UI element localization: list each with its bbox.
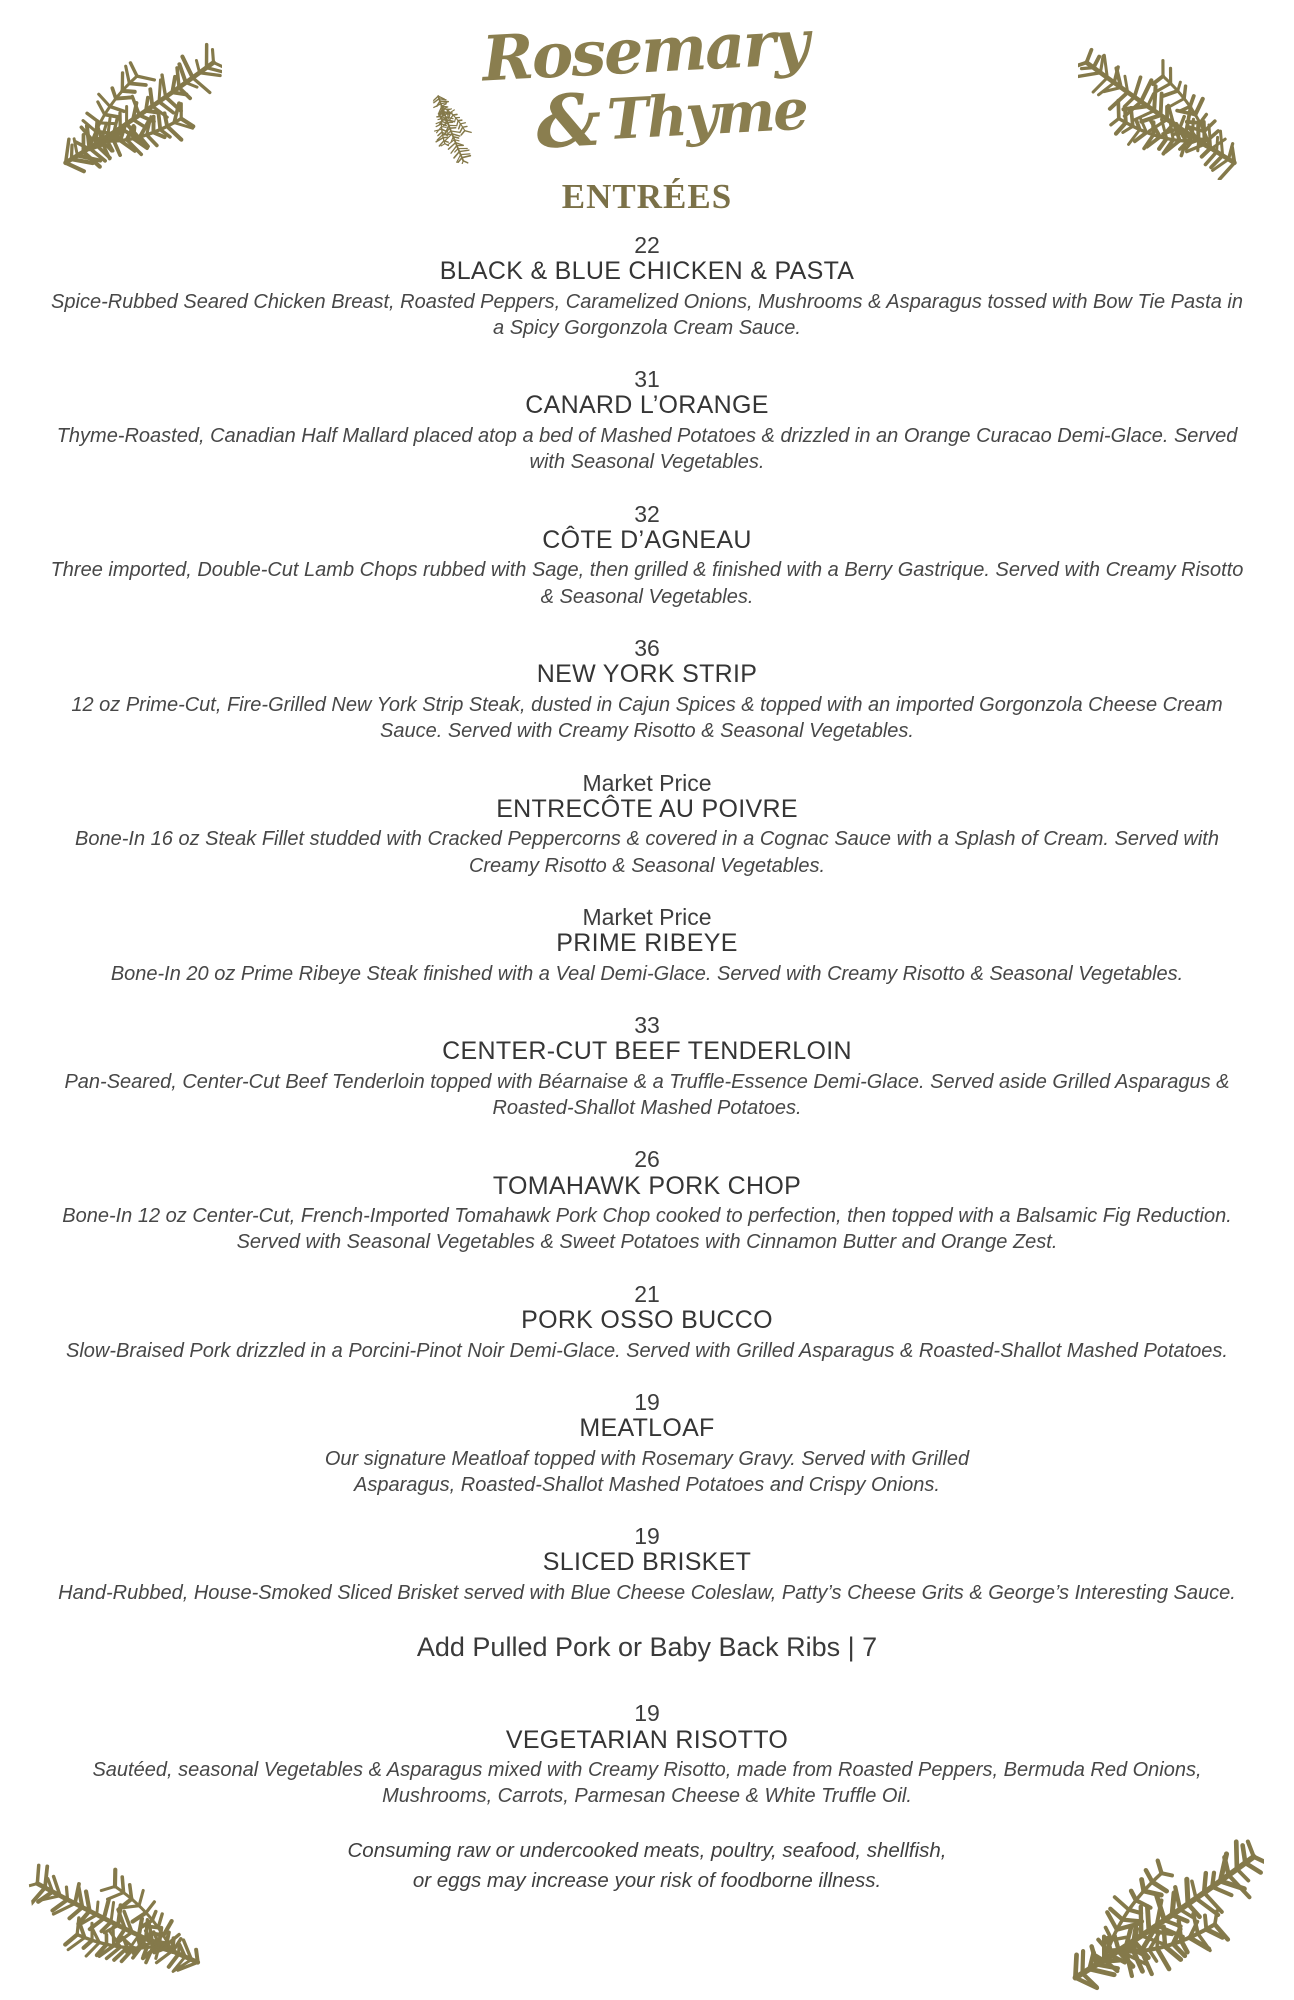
- item-price: 21: [634, 1280, 660, 1307]
- item-name: CANARD L’ORANGE: [525, 391, 769, 420]
- rosemary-sprig-icon: [1078, 30, 1248, 180]
- menu-item: [0, 771, 1294, 879]
- item-name: PORK OSSO BUCCO: [521, 1306, 773, 1335]
- item-price: 19: [634, 1388, 660, 1415]
- item-name: NEW YORK STRIP: [536, 660, 758, 689]
- item-price: 32: [634, 500, 660, 527]
- restaurant-logo: [480, 5, 813, 165]
- menu-list-secondary: [0, 1701, 1294, 1809]
- menu-item: [0, 502, 1294, 610]
- item-description: 12 oz Prime-Cut, Fire-Grilled New York Strip Steak, dusted in Cajun Spices & topped with an imported Gorgonzola Cheese Cream Sauce. Served with Creamy Risotto & Seasonal Vegetables.: [71, 693, 1223, 743]
- rosemary-sprig-icon: [1059, 1822, 1264, 1994]
- menu-item: [0, 367, 1294, 475]
- item-price: 33: [634, 1012, 660, 1039]
- menu-item: [0, 1282, 1294, 1364]
- item-description: Thyme-Roasted, Canadian Half Mallard placed atop a bed of Mashed Potatoes & drizzled in an Orange Curacao Demi-Glace. Served with Seasonal Vegetables.: [56, 424, 1238, 474]
- item-price: 36: [634, 635, 660, 662]
- item-price: 31: [634, 366, 660, 393]
- menu-item: [0, 1524, 1294, 1606]
- item-price: 26: [634, 1146, 660, 1173]
- menu-item: [0, 1390, 1294, 1498]
- item-name: TOMAHAWK PORK CHOP: [492, 1171, 802, 1200]
- item-name: VEGETARIAN RISOTTO: [505, 1725, 789, 1754]
- addon-note: Add Pulled Pork or Baby Back Ribs | 7: [416, 1632, 878, 1663]
- brand-ampersand: &: [534, 76, 602, 165]
- menu-list-primary: [0, 233, 1294, 1606]
- brand-name-line1: Rosemary: [480, 5, 810, 96]
- item-price: 19: [634, 1700, 660, 1727]
- item-name: SLICED BRISKET: [542, 1548, 752, 1577]
- disclaimer-line1: Consuming raw or undercooked meats, poultry, seafood, shellfish,: [347, 1838, 947, 1862]
- item-description: Hand-Rubbed, House-Smoked Sliced Brisket served with Blue Cheese Coleslaw, Patty’s Cheese Grits & George’s Interesting Sauce.: [58, 1581, 1236, 1604]
- section-title: ENTRÉES: [561, 176, 733, 216]
- rosemary-sprig-icon: [24, 1829, 213, 2000]
- item-description: Bone-In 20 oz Prime Ribeye Steak finished with a Veal Demi-Glace. Served with Creamy Risotto & Seasonal Vegetables.: [110, 962, 1184, 985]
- item-name: MEATLOAF: [579, 1414, 715, 1443]
- brand-name-line2: [530, 72, 813, 165]
- item-name: ENTRECÔTE AU POIVRE: [496, 794, 798, 823]
- item-price: 19: [634, 1523, 660, 1550]
- item-description: Spice-Rubbed Seared Chicken Breast, Roasted Peppers, Caramelized Onions, Mushrooms & Asparagus tossed with Bow Tie Pasta in a Spicy Gorgonzola Cream Sauce.: [51, 290, 1243, 339]
- menu-item: [0, 905, 1294, 987]
- item-name: CÔTE D’AGNEAU: [542, 525, 752, 554]
- menu-item: [0, 233, 1294, 341]
- disclaimer-line2: or eggs may increase your risk of foodborne illness.: [412, 1868, 882, 1892]
- item-price: Market Price: [582, 769, 712, 796]
- item-name: CENTER-CUT BEEF TENDERLOIN: [442, 1037, 852, 1066]
- item-description: Slow-Braised Pork drizzled in a Porcini-Pinot Noir Demi-Glace. Served with Grilled Asparagus & Roasted-Shallot Mashed Potatoes.: [66, 1339, 1228, 1362]
- menu-item: [0, 1013, 1294, 1121]
- item-description: Three imported, Double-Cut Lamb Chops rubbed with Sage, then grilled & finished with a Berry Gastrique. Served with Creamy Risotto & Seasonal Vegetables.: [50, 559, 1244, 608]
- menu-item: [0, 636, 1294, 744]
- menu-item: [0, 1147, 1294, 1255]
- item-price: 22: [634, 231, 660, 258]
- item-description: Bone-In 16 oz Steak Fillet studded with Cracked Peppercorns & covered in a Cognac Sauce with a Splash of Cream. Served with Creamy Risotto & Seasonal Vegetables.: [75, 828, 1219, 877]
- brand-name-line2-text: Thyme: [605, 76, 809, 153]
- rosemary-sprig-icon: [52, 30, 222, 180]
- item-price: Market Price: [582, 904, 712, 930]
- item-name: BLACK & BLUE CHICKEN & PASTA: [439, 257, 855, 286]
- item-name: PRIME RIBEYE: [556, 929, 738, 958]
- item-description: Our signature Meatloaf topped with Rosemary Gravy. Served with Grilled Asparagus, Roasted-Shallot Mashed Potatoes and Crispy Onions.: [324, 1447, 970, 1496]
- item-description: Bone-In 12 oz Center-Cut, French-Imported Tomahawk Pork Chop cooked to perfection, then topped with a Balsamic Fig Reduction. Served with Seasonal Vegetables & Sweet Potatoes with Cinnamon Butter and Orange Zest.: [62, 1205, 1232, 1254]
- item-description: Sautéed, seasonal Vegetables & Asparagus mixed with Creamy Risotto, made from Roasted Peppers, Bermuda Red Onions, Mushrooms, Carrots, Parmesan Cheese & White Truffle Oil.: [92, 1759, 1202, 1808]
- menu-item: [0, 1701, 1294, 1809]
- logo-sprig-icon: [421, 90, 487, 166]
- item-description: Pan-Seared, Center-Cut Beef Tenderloin topped with Béarnaise & a Truffle-Essence Demi-Glace. Served aside Grilled Asparagus & Roasted-Shallot Mashed Potatoes.: [64, 1070, 1230, 1120]
